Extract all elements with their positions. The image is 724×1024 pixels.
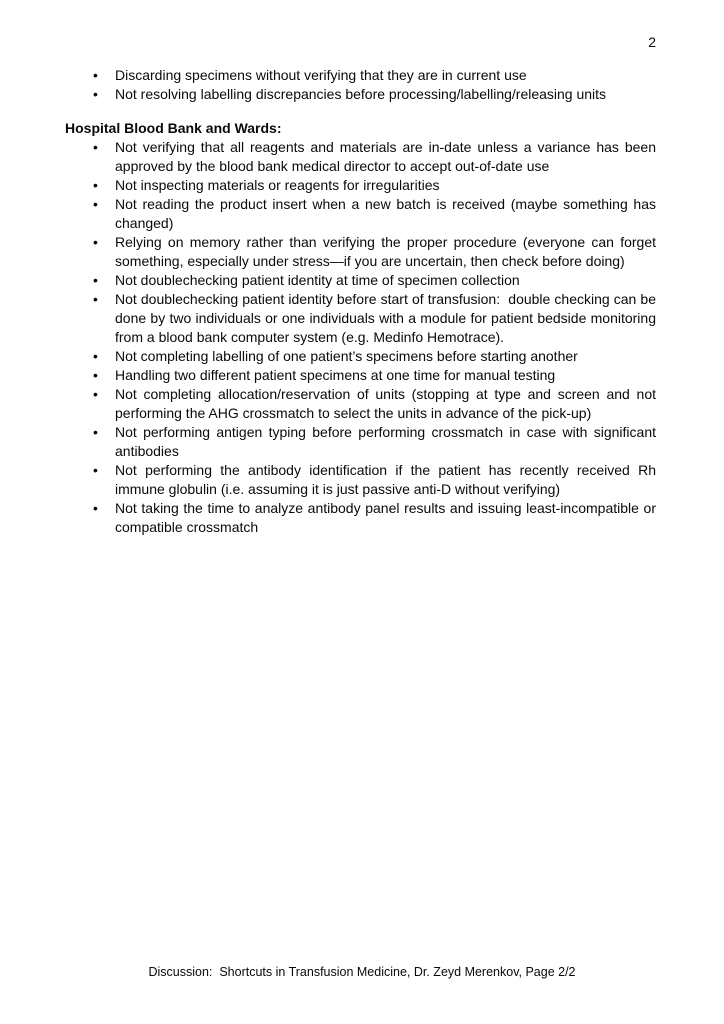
- bullet-item: • Not verifying that all reagents and materials are in-date unless a variance has been approved by the blood bank medical director to accept out-of-date use: [115, 138, 656, 176]
- bullet-item: • Not resolving labelling discrepancies before processing/labelling/releasing units: [115, 85, 656, 104]
- intro-bullet-list: [65, 66, 656, 104]
- page-number: 2: [648, 34, 656, 50]
- footer-citation: Discussion: Shortcuts in Transfusion Medicine, Dr. Zeyd Merenkov, Page 2/2: [148, 965, 576, 979]
- bullet-item: • Not performing the antibody identification if the patient has recently received Rh immune globulin (i.e. assuming it is just passive anti-D without verifying): [115, 461, 656, 499]
- bullet-item: • Not doublechecking patient identity at time of specimen collection: [115, 271, 656, 290]
- bullet-item: • Discarding specimens without verifying that they are in current use: [115, 66, 656, 85]
- bullet-item: • Not inspecting materials or reagents for irregularities: [115, 176, 656, 195]
- bullet-item: • Handling two different patient specimens at one time for manual testing: [115, 366, 656, 385]
- bullet-item: • Relying on memory rather than verifying the proper procedure (everyone can forget something, especially under stress—if you are uncertain, then check before doing): [115, 233, 656, 271]
- section-heading: Hospital Blood Bank and Wards:: [65, 120, 282, 136]
- bullet-item: • Not doublechecking patient identity before start of transfusion: double checking can be done by two individuals or one individuals with a module for patient bedside monitoring from a blood bank computer system (e.g. Medinfo Hemotrace).: [115, 290, 656, 347]
- bullet-item: • Not taking the time to analyze antibody panel results and issuing least-incompatible or compatible crossmatch: [115, 499, 656, 537]
- bullet-item: • Not performing antigen typing before performing crossmatch in case with significant antibodies: [115, 423, 656, 461]
- section-bullet-list: [65, 138, 660, 537]
- document-body: [65, 66, 660, 537]
- bullet-item: • Not completing labelling of one patient’s specimens before starting another: [115, 347, 656, 366]
- bullet-item: • Not completing allocation/reservation of units (stopping at type and screen and not performing the AHG crossmatch to select the units in advance of the pick-up): [115, 385, 656, 423]
- bullet-item: • Not reading the product insert when a new batch is received (maybe something has changed): [115, 195, 656, 233]
